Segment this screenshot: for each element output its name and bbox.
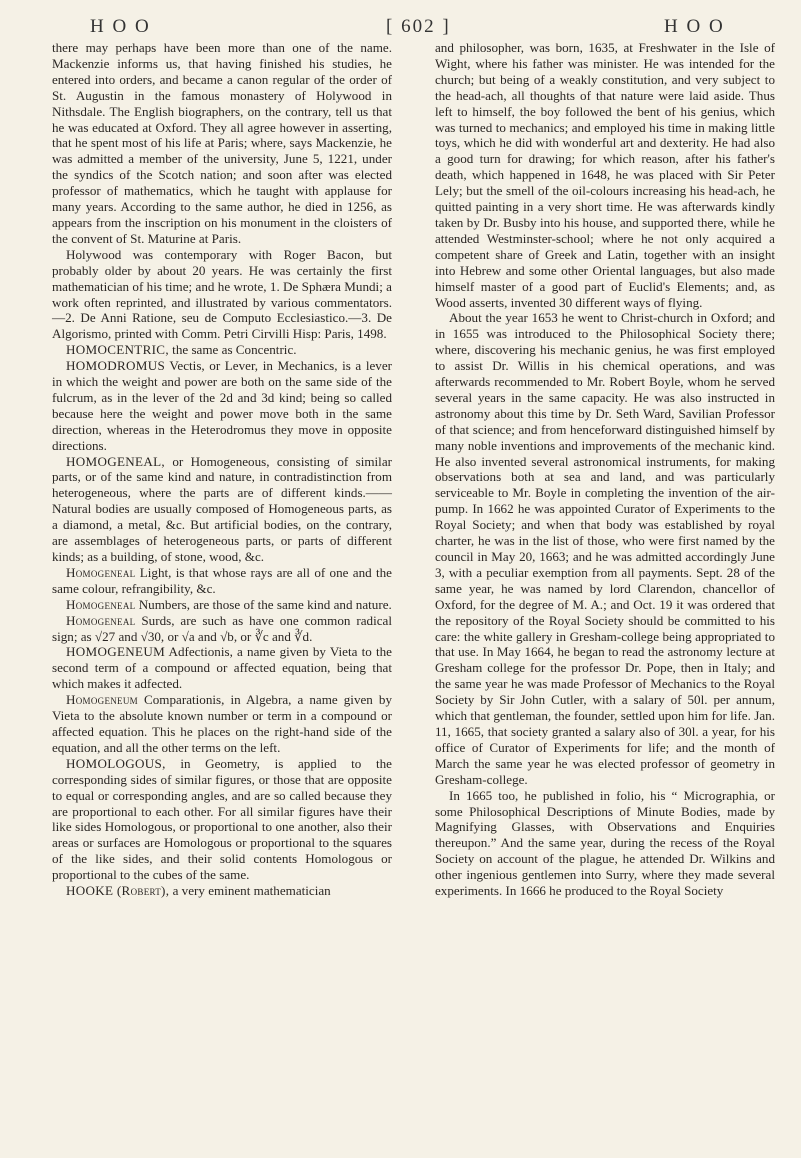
paragraph-text: and philosopher, was born, 1635, at Freshwater in the Isle of Wight, where his father was minister. He was intended for the church; but being of a weakly constitution, and very subject to the head-ach, all thoughts of that nature were laid aside. Thus left to himself, the boy followed the bent of his genius, which was turned to mechanics; and employed his time in making little toys, which he did with wonderful art and dexterity. He had also a good turn for drawing; for which reason, after his father's death, which happened in 1648, he was placed with Sir Peter Lely; but the smell of the oil-colours increasing his head-ach, he quitted painting in a very short time. He was afterwards kindly taken by Dr. Busby into his house, and supported there, while he attended Westminster-school; where he not only acquired a competent share of Greek and Latin, together with an insight into Hebrew and some other Oriental languages, but also made himself master of a good part of Euclid's Elements; and, as Wood asserts, invented 30 different ways of flying. bbox=[435, 40, 775, 310]
paragraph-text: the same as Concentric. bbox=[168, 342, 297, 358]
entry-headword: Homogeneal bbox=[66, 612, 136, 628]
dictionary-entry bbox=[52, 597, 392, 613]
paragraph-text: or Homogeneous, consisting of similar parts, or of the same kind and nature, in contradistinction from heterogeneous, where the parts are of different kinds.——Natural bodies are usually composed of Homogeneous parts, as a diamond, a metal, &c. But artificial bodies, on the contrary, are assemblages of heterogeneous parts, or parts of different kinds; as a building, of stone, wood, &c. bbox=[52, 453, 392, 564]
entry-headword: Homogeneal bbox=[66, 596, 136, 612]
entry-headword: HOMODROMUS bbox=[66, 358, 166, 374]
paragraph-continued bbox=[52, 40, 392, 247]
entry-headword: HOMOGENEUM bbox=[66, 644, 166, 660]
entry-headword: HOMOLOGOUS, bbox=[66, 755, 166, 771]
paragraph-text: About the year 1653 he went to Christ-church in Oxford; and in 1655 was introduced to the Philosophical Society there; where, discovering his mechanic genius, he was first employed to assist Dr. Willis in his chemical operations, and was afterwards recommended to Mr. Robert Boyle, whom he served several years in the same capacity. He was also instructed in astronomy about this time by Dr. Seth Ward, Savilian Professor of that science; and from henceforward distinguished himself by many noble inventions and improvements of the mechanic kind. He also invented several astronomical instruments, for making observations both at sea and land, and was particularly serviceable to Mr. Boyle in completing the invention of the air-pump. In 1662 he was appointed Curator of Experiments to the Royal Society; and when that body was established by royal charter, he was in the list of those, who were first named by the council in May 20, 1663; and he was admitted accordingly June 3, with a peculiar exemption from all payments. Sept. 28 of the same year, he was named by lord Clarendon, chancellor of Oxford, for the degree of M. A.; and Oct. 19 it was ordered that the repository of the Royal Society should be committed to his care: the white gallery in Gresham-college being appropriated to that use. In May 1664, he began to read the astronomy lecture at Gresham college for the professor Dr. Pope, then in Italy; and the same year he was made Professor of Mechanics to the Royal Society by Sir John Cutler, with a salary of 50l. per annum, which that gentleman, the founder, settled upon him for life. Jan. 11, 1665, that society granted a salary also of 30l. a year, for his office of Curator of Experiments for life; and the month of March the same year he was elected professor of geometry in Gresham-college. bbox=[435, 310, 775, 787]
entry-headword: HOMOGENEAL, bbox=[66, 453, 165, 469]
page-number: [ 602 ] bbox=[386, 16, 451, 37]
left-column bbox=[52, 40, 392, 899]
paragraph-continued bbox=[435, 40, 775, 310]
text-columns bbox=[52, 40, 775, 899]
header-right: H O O bbox=[664, 16, 725, 37]
right-column bbox=[435, 40, 775, 899]
paragraph-text: in Geometry, is applied to the corresponding sides of similar figures, or those that are opposite to equal or corresponding angles, and are so called because they are proportional to each other. For all similar figures have their like sides Homologous, or proportional to one another, also their areas or surfaces are Homologous or proportional to the squares of the like sides, and their solid contents Homologous or proportional to the cubes of the same. bbox=[52, 755, 392, 883]
paragraph-text: there may perhaps have been more than one of the name. Mackenzie informs us, that having finished his studies, he entered into orders, and became a canon regular of the order of St. Augustin in the famous monastery of Holywood in Nithsdale. The English biographers, on the contrary, tell us that he was educated at Oxford. They all agree however in asserting, that he spent most of his life at Paris; where, says Mackenzie, he was admitted a member of the university, June 5, 1221, under the syndics of the Scotch nation; and soon after was elected professor of mathematics, which he taught with applause for many years. According to the same author, he died in 1256, as appears from the inscription on his monument in the cloisters of the convent of St. Maturine at Paris. bbox=[52, 40, 392, 246]
paragraph-text: Light, is that whose rays are all of one and the same colour, refrangibility, &c. bbox=[52, 564, 392, 596]
paragraph-text: Numbers, are those of the same kind and nature. bbox=[135, 596, 392, 612]
dictionary-entry bbox=[52, 644, 392, 692]
paragraph bbox=[435, 788, 775, 899]
paragraph bbox=[52, 247, 392, 342]
dictionary-entry bbox=[52, 613, 392, 645]
paragraph-text: Holywood was contemporary with Roger Bacon, but probably older by about 20 years. He was certainly the first mathematician of his time; and he wrote, 1. De Sphæra Mundi; a work often reprinted, and illustrated by various commentators.—2. De Anni Ratione, seu de Computo Ecclesiastico.—3. De Algorismo, printed with Comm. Petri Cirvilli Hisp: Paris, 1498. bbox=[52, 246, 392, 342]
dictionary-entry bbox=[52, 454, 392, 565]
paragraph bbox=[435, 310, 775, 787]
dictionary-entry bbox=[52, 358, 392, 453]
paragraph-text: In 1665 too, he published in folio, his “ Micrographia, or some Philosophical Descriptions of Minute Bodies, made by Magnifying Glasses, with Observations and Enquiries thereupon.” And the same year, during the recess of the Royal Society on account of the plague, he attended Dr. Wilkins and other ingenious gentlemen into Surry, where they made several experiments. In 1666 he produced to the Royal Society bbox=[435, 787, 775, 899]
running-header bbox=[52, 10, 775, 36]
paragraph-text: Surds, are such as have one common radical sign; as √27 and √30, or √a and √b, or ∛c and ∛d. bbox=[52, 612, 392, 644]
dictionary-entry bbox=[52, 756, 392, 883]
paragraph-text: a very eminent mathematician bbox=[169, 883, 331, 899]
entry-headword: HOMOCENTRIC, bbox=[66, 342, 169, 358]
dictionary-entry bbox=[52, 883, 392, 899]
paragraph-text: Vectis, or Lever, in Mechanics, is a lever in which the weight and power are both on the same side of the fulcrum, as in the lever of the 2d and 3d kind; being so called because here the weight and power move both in the same direction, whereas in the Heterodromus they move in opposite directions. bbox=[52, 358, 392, 453]
dictionary-entry bbox=[52, 342, 392, 358]
paragraph-text: Comparationis, in Algebra, a name given by Vieta to the absolute known number or term in a compound or affected equation. This he places on the right-hand side of the equation, and all the other terms on the left. bbox=[52, 692, 392, 755]
entry-headword: Homogeneum bbox=[66, 692, 138, 708]
dictionary-entry bbox=[52, 565, 392, 597]
dictionary-entry bbox=[52, 692, 392, 756]
entry-headword: Homogeneal bbox=[66, 564, 136, 580]
entry-headword: HOOKE (Robert), bbox=[66, 883, 170, 899]
header-left: H O O bbox=[90, 16, 151, 37]
paragraph-text: Adfectionis, a name given by Vieta to the second term of a compound or affected equation, being that which makes it adfected. bbox=[52, 644, 392, 692]
